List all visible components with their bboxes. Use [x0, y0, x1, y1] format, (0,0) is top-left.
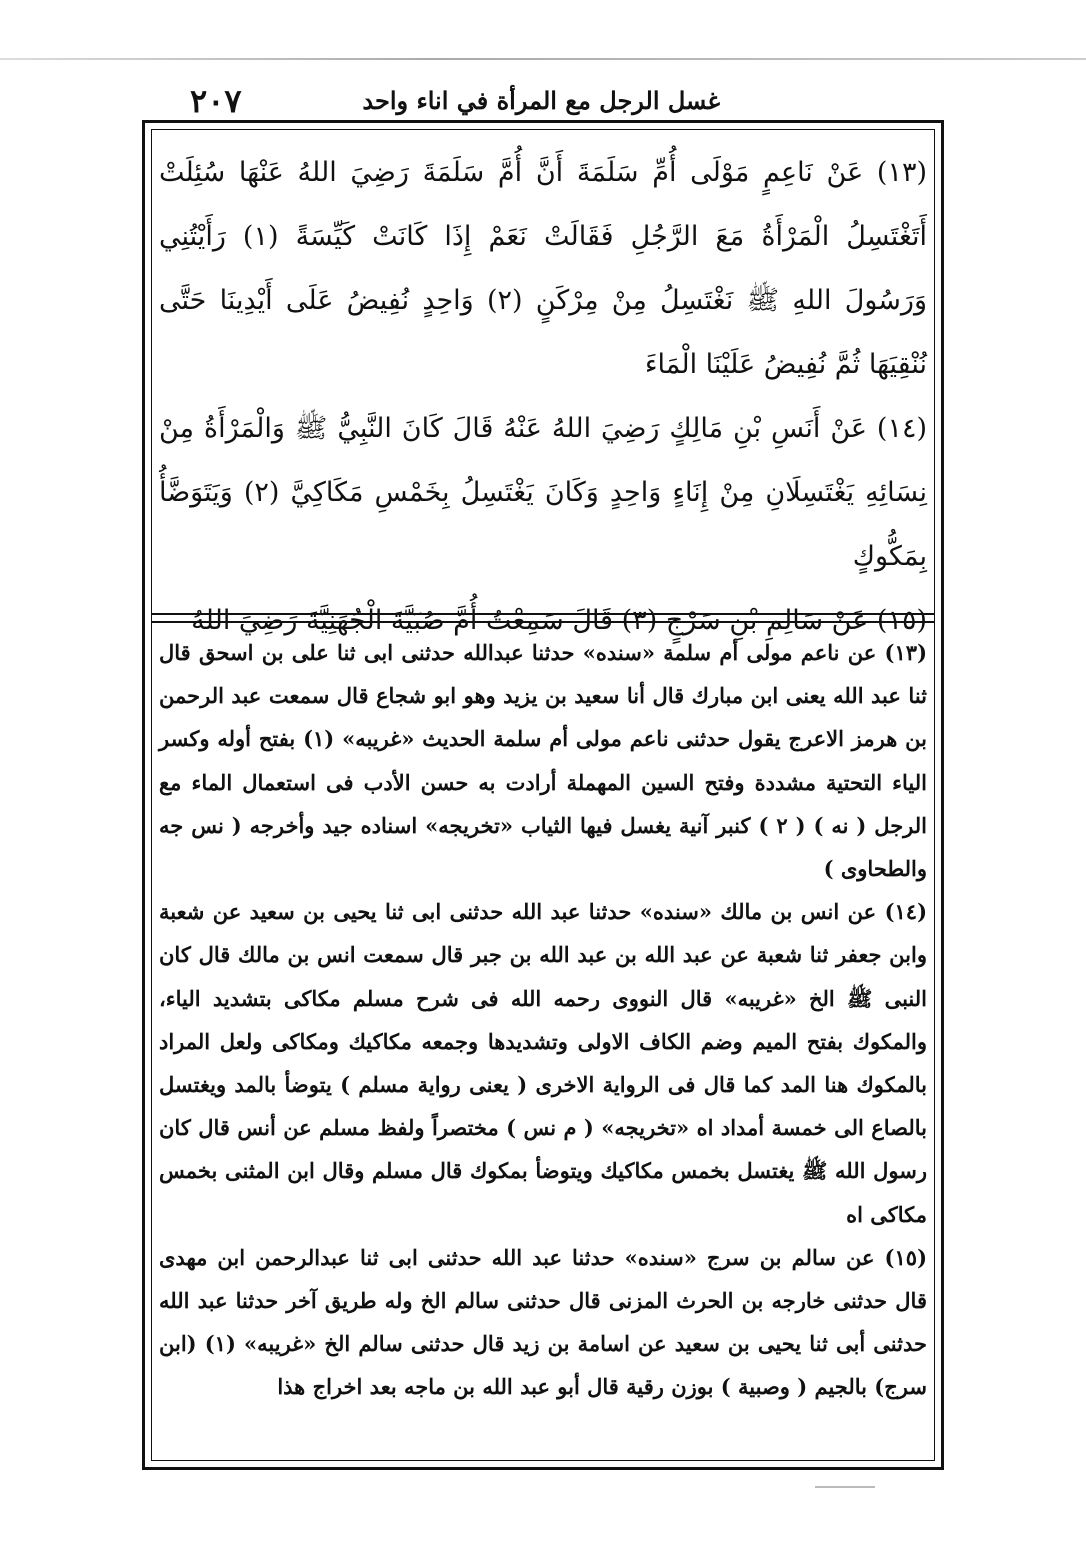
running-head — [150, 82, 950, 124]
scan-edge-line — [0, 58, 1086, 60]
hadith-13: (١٣) عَنْ نَاعِمٍ مَوْلَى أُمِّ سَلَمَةَ أَنَّ أُمَّ سَلَمَةَ رَضِيَ اللهُ عَنْهَا سُئِلَتْ أَتَغْتَسِلُ الْمَرْأَةُ مَعَ الرَّجُلِ فَقَالَتْ نَعَمْ إِذَا كَانَتْ كَيِّسَةً (١) رَأَيْتُنِي وَرَسُولَ اللهِ ﷺ نَغْتَسِلُ مِنْ مِرْكَنٍ (٢) وَاحِدٍ نُفِيضُ عَلَى أَيْدِينَا حَتَّى نُنْقِيَهَا ثُمَّ نُفِيضُ عَلَيْنَا الْمَاءَ — [159, 157, 927, 380]
page-frame — [142, 120, 944, 1470]
hadith-text-section — [159, 141, 928, 636]
commentary-13: (١٣) عن ناعم مولى أم سلمة «سنده» حدثنا عبدالله حدثنى ابى ثنا على بن اسحق قال ثنا عبد الله يعنى ابن مبارك قال أنا سعيد بن يزيد وهو ابو شجاع قال سمعت عبد الرحمن بن هرمز الاعرج يقول حدثنى ناعم مولى أم سلمة الحديث «غريبه» (١) بفتح أوله وكسر الياء التحتية مشددة وفتح السين المهملة أرادت به حسن الأدب فى استعمال الماء مع الرجل ( نه ) ( ٢ ) كنبر آنية يغسل فيها الثياب «تخريجه» اسناده جيد وأخرجه ( نس جه والطحاوى ) — [159, 640, 928, 882]
hadith-14: (١٤) عَنْ أَنَسِ بْنِ مَالِكٍ رَضِيَ اللهُ عَنْهُ قَالَ كَانَ النَّبِيُّ ﷺ وَالْمَرْأَةُ مِنْ نِسَائِهِ يَغْتَسِلَانِ مِنْ إِنَاءٍ وَاحِدٍ وَكَانَ يَغْتَسِلُ بِخَمْسِ مَكَاكِيَّ (٢) وَيَتَوَضَّأُ بِمَكُّوكٍ — [159, 413, 928, 572]
page-number: ٢٠٧ — [190, 82, 242, 120]
commentary-14: (١٤) عن انس بن مالك «سنده» حدثنا عبد الله حدثنى ابى ثنا يحيى بن سعيد عن شعبة وابن جعفر ثنا شعبة عن عبد الله بن عبد الله بن جبر قال سمعت انس بن مالك قال كان النبى ﷺ الخ «غريبه» قال النووى رحمه الله فى شرح مسلم مكاكى بتشديد الياء، والمكوك بفتح الميم وضم الكاف الاولى وتشديدها وجمعه مكاكيك ومكاكى ولعل المراد بالمكوك هنا المد كما قال فى الرواية الاخرى ( يعنى رواية مسلم ) يتوضأ بالمد ويغتسل بالصاع الى خمسة أمداد اه «تخريجه» ( م نس ) مختصراً ولفظ مسلم عن أنس قال كان رسول الله ﷺ يغتسل بخمس مكاكيك ويتوضأ بمكوك قال مسلم وقال ابن المثنى بخمس مكاكى اه — [159, 899, 927, 1227]
section-divider — [151, 613, 935, 623]
scan-bottom-mark — [815, 1486, 875, 1488]
hadith-15: (١٥) عَنْ سَالِمِ بْنِ سَرْجٍ (٣) قَالَ سَمِعْتُ أُمَّ صُبَيَّةَ الْجُهَنِيَّةَ رَضِيَ اللهُ — [191, 605, 927, 636]
running-title: غسل الرجل مع المرأة في اناء واحد — [362, 86, 720, 115]
commentary-15: (١٥) عن سالم بن سرج «سنده» حدثنا عبد الله حدثنى ابى ثنا عبدالرحمن ابن مهدى قال حدثنى خارجه بن الحرث المزنى قال حدثنى سالم الخ وله طريق آخر حدثنا عبد الله حدثنى أبى ثنا يحيى بن سعيد عن اسامة بن زيد قال حدثنى سالم الخ «غريبه» (١) (ابن سرج) بالجيم ( وصبية ) بوزن رقية قال أبو عبد الله بن ماجه بعد اخراج هذا — [159, 1244, 927, 1400]
commentary-section — [159, 631, 927, 1451]
